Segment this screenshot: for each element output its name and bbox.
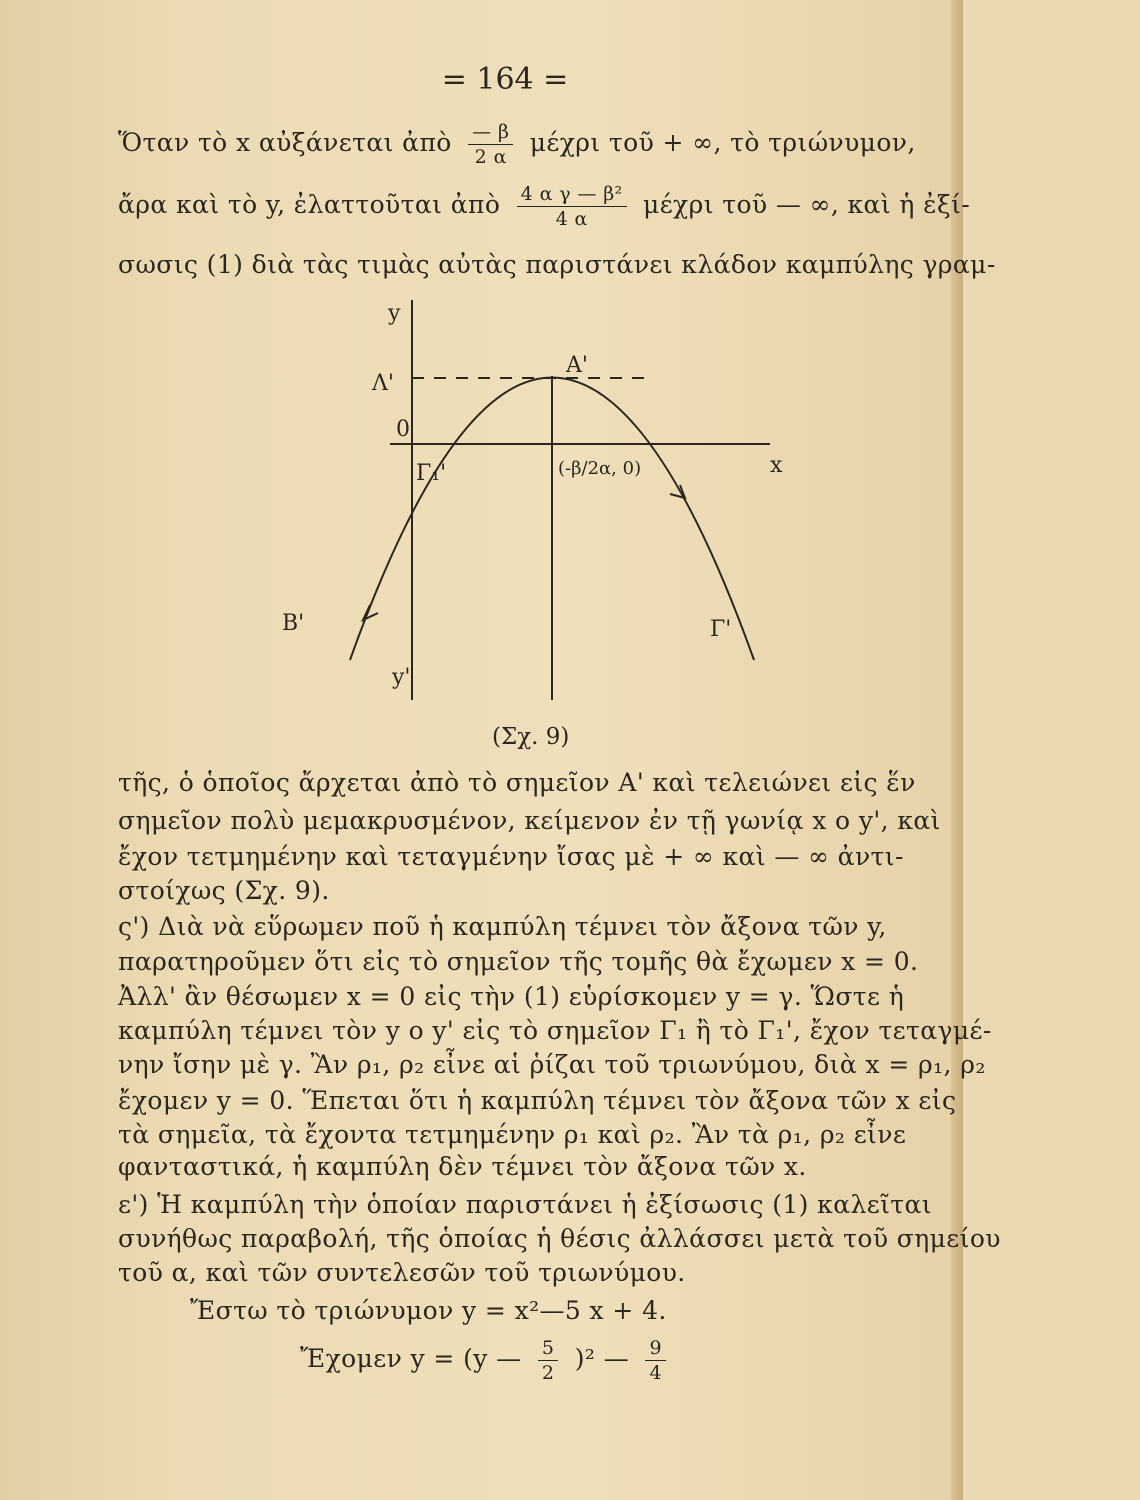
para3-line5: νην ἴσην μὲ γ. Ἂν ρ₁, ρ₂ εἶνε αἱ ῥίζαι τοῦ τριωνύμου, διὰ x = ρ₁, ρ₂ [118,1050,986,1079]
para3-line6: ἔχομεν y = 0. Ἕπεται ὅτι ἡ καμπύλη τέμνει τὸν ἄξονα τῶν x εἰς [118,1086,957,1115]
para1-line1-start: Ὅταν τὸ x αὐξάνεται ἀπὸ [118,128,452,157]
frac-den: 2 [541,1362,555,1384]
label-A-prime: Α' [566,353,588,378]
label-gamma1: Γ₁' [416,461,447,486]
para1-line2-start: ἄρα καὶ τὸ y, ἐλαττοῦται ἀπὸ [118,190,501,219]
para2-line1: τῆς, ὁ ὁποῖος ἄρχεται ἀπὸ τὸ σημεῖον Α' καὶ τελειώνει εἰς ἕν [118,768,916,797]
para3-line1: ς') Διὰ νὰ εὕρωμεν ποῦ ἡ καμπύλη τέμνει τὸν ἄξονα τῶν y, [118,912,887,941]
para1-line3: σωσις (1) διὰ τὰς τιμὰς αὐτὰς παριστάνει κλάδον καμπύλης γραμ- [118,250,996,279]
para1-line1 [118,122,958,167]
example-line2 [300,1338,1140,1383]
label-y: y [388,301,401,326]
label-lambda: Λ' [372,371,394,396]
para2-line3: ἔχον τετμημένην καὶ τεταγμένην ἴσας μὲ + ∞ καὶ — ∞ ἀντι- [118,842,904,871]
fraction-nine-quarters [645,1338,666,1383]
page-number: = 164 = [441,62,569,97]
label-b-prime: Β' [282,611,305,636]
figure-caption: (Σχ. 9) [492,724,570,750]
fraction-five-halves [538,1338,559,1383]
example-line2-mid: )² — [574,1344,630,1373]
label-vertex-coord: (-β/2α, 0) [558,458,642,479]
para4-line3: τοῦ α, καὶ τῶν συντελεσῶν τοῦ τριωνύμου. [118,1258,686,1287]
para1-line2 [118,183,971,230]
fraction-minus-beta-over-2alpha [468,122,513,167]
para4-line1: ε') Ἡ καμπύλη τὴν ὁποίαν παριστάνει ἡ ἐξίσωσις (1) καλεῖται [118,1190,932,1219]
para3-line2: παρατηροῦμεν ὅτι εἰς τὸ σημεῖον τῆς τομῆς θὰ ἔχωμεν x = 0. [118,947,919,976]
para2-line2: σημεῖον πολὺ μεμακρυσμένον, κείμενον ἐν τῇ γωνίᾳ x o y', καὶ [118,806,941,835]
para3-line7: τὰ σημεῖα, τὰ ἔχοντα τετμημένην ρ₁ καὶ ρ₂. Ἂν τὰ ρ₁, ρ₂ εἶνε [118,1120,907,1149]
para1-line1-end: μέχρι τοῦ + ∞, τὸ τριώνυμον, [529,128,916,157]
label-y-prime: y' [392,665,411,690]
example-line2-start: Ἔχομεν y = (y — [300,1344,522,1373]
fraction-discriminant [517,184,627,229]
example-line1: Ἔστω τὸ τριώνυμον y = x²—5 x + 4. [190,1296,667,1325]
frac-num: 9 [645,1338,666,1361]
frac-den: 4 α [555,208,588,230]
para3-line3: Ἀλλ' ἂν θέσωμεν x = 0 εἰς τὴν (1) εὑρίσκομεν y = γ. Ὥστε ἡ [118,982,905,1011]
frac-num: — β [468,122,513,145]
frac-den: 4 [649,1362,662,1384]
para1-line2-end: μέχρι τοῦ — ∞, καὶ ἡ ἐξί- [643,190,971,219]
frac-num: 5 [538,1338,559,1361]
label-x: x [770,453,783,478]
para3-line8: φανταστικά, ἡ καμπύλη δὲν τέμνει τὸν ἄξονα τῶν x. [118,1152,807,1181]
label-gamma-prime: Γ' [710,617,732,642]
frac-num: 4 α γ — β² [517,184,627,207]
para3-line4: καμπύλη τέμνει τὸν y o y' εἰς τὸ σημεῖον Γ₁ ἢ τὸ Γ₁', ἔχον τεταγμέ- [118,1016,992,1045]
para2-line4: στοίχως (Σχ. 9). [118,876,330,905]
label-origin: 0 [396,417,410,442]
frac-den: 2 α [474,146,507,168]
para4-line2: συνήθως παραβολή, τῆς ὁποίας ἡ θέσις ἀλλάσσει μετὰ τοῦ σημείου [118,1224,1001,1253]
parabola-figure [282,280,810,720]
